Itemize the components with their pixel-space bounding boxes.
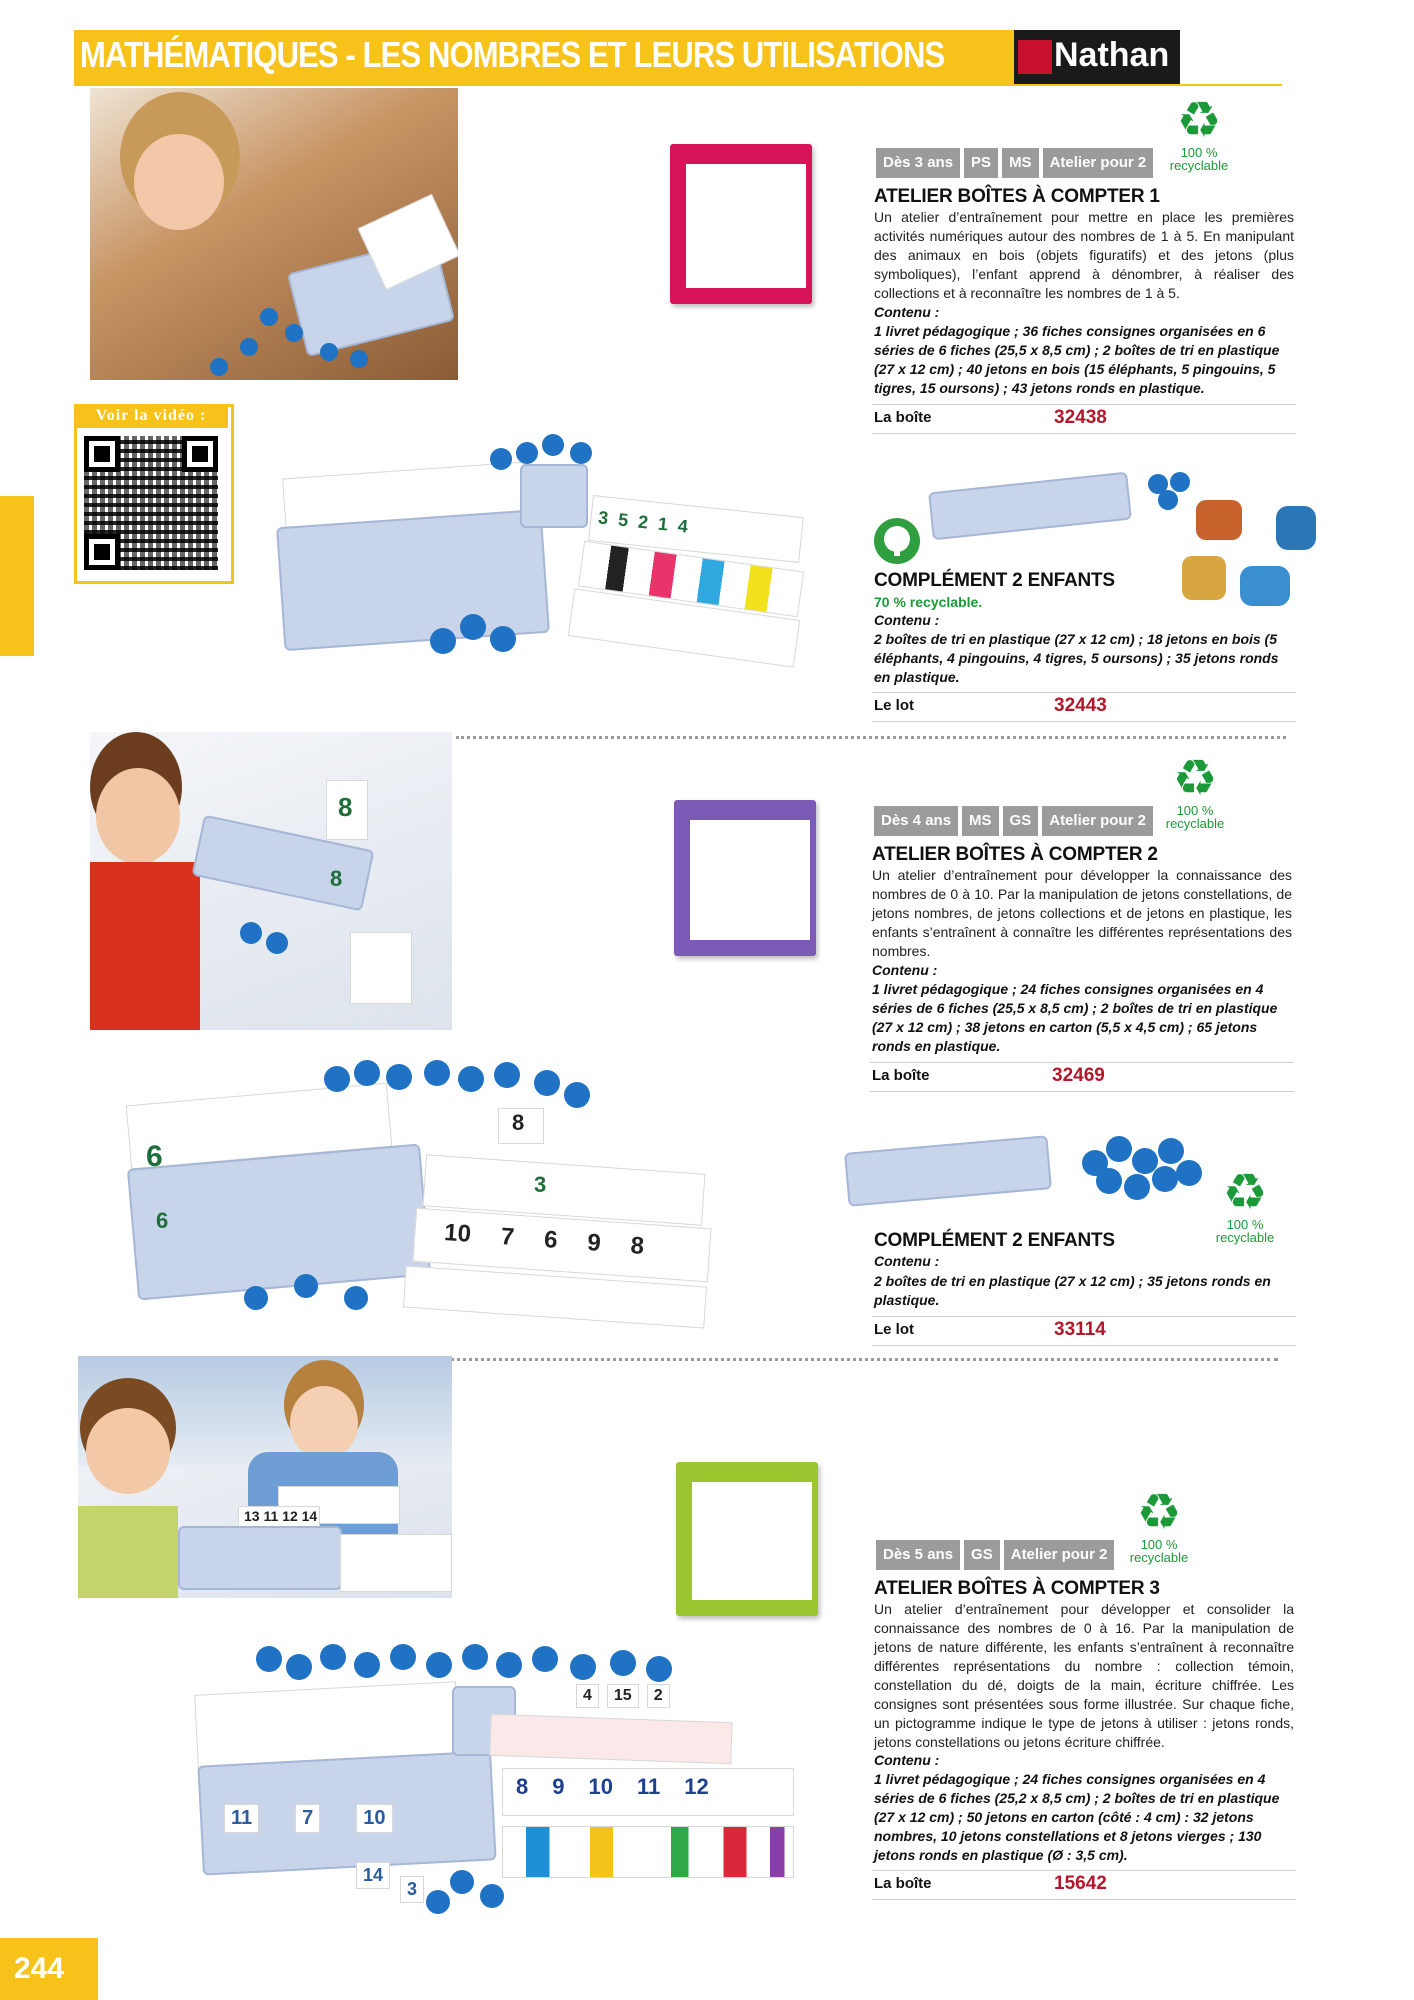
section-divider [456, 736, 1286, 739]
set2-row-number: 7 [499, 1223, 516, 1251]
section-divider [438, 1358, 1278, 1361]
token [1170, 472, 1190, 492]
contents-label: Contenu : [872, 962, 938, 978]
reference-number: 32438 [1054, 407, 1107, 428]
product-tags [874, 806, 1153, 836]
set3-scene [190, 1644, 802, 1916]
tag-age: Dès 4 ans [874, 806, 958, 836]
header-rule [74, 84, 1282, 86]
product-description: Un atelier d’entraînement pour développer la connaissance des nombres de 0 à 10. Par la manipulation de jetons constellations, de jetons nombres, de jetons collections et de jetons en plastique, les enfants s’entraînent à connaître les différentes représentations des nombres. [872, 867, 1292, 959]
recycle-icon: ♻ [1176, 92, 1222, 148]
set3-row-number: 12 [684, 1774, 709, 1799]
unit-label: Le lot [874, 697, 914, 714]
photo-two-children [78, 1356, 452, 1598]
brand-name: Nathan [1054, 36, 1170, 74]
tag-players: Atelier pour 2 [1043, 148, 1154, 178]
set3-loose-card: 14 [356, 1862, 390, 1889]
reference-number: 33114 [1054, 1319, 1106, 1340]
product-title: COMPLÉMENT 2 ENFANTS [874, 570, 1115, 591]
complement1-image [930, 472, 1130, 542]
reference-number: 32443 [1054, 695, 1107, 716]
recycle-icon: ♻ [1222, 1164, 1268, 1220]
photo-girl-counting [90, 88, 458, 380]
set1-top-num: 1 [656, 513, 670, 535]
unit-label: La boîte [874, 409, 932, 426]
set3-row-number: 9 [552, 1774, 565, 1799]
set3-top-card: 4 [576, 1684, 599, 1708]
tag-players: Atelier pour 2 [1042, 806, 1153, 836]
tag-age: Dès 5 ans [876, 1540, 960, 1570]
set2-card-number: 8 [512, 1110, 525, 1135]
token-pile [1072, 1130, 1212, 1216]
tag-level: GS [1003, 806, 1039, 836]
contents-label: Contenu : [874, 1253, 940, 1269]
set2-row-number: 10 [443, 1219, 472, 1248]
nathan-logo-mark-icon [1018, 40, 1052, 74]
set1-scene [280, 428, 810, 668]
tag-players: Atelier pour 2 [1004, 1540, 1115, 1570]
photo-card-number: 8 [330, 866, 343, 891]
product-contents: 1 livret pédagogique ; 24 fiches consignes organisées en 4 séries de 6 fiches (25,2 x 8,5 cm) ; 2 boîtes de tri en plastique (27 x 12 cm) ; 50 jetons en carton (côté : 4 cm) : 32 jetons nombres, 10 jetons constellations et 8 jetons vierges ; 130 jetons ronds en plastique (Ø : 3,5 cm). [874, 1771, 1280, 1863]
price-row [870, 1062, 1294, 1092]
set1-top-num: 3 [597, 507, 610, 529]
price-row [872, 692, 1296, 722]
unit-label: La boîte [874, 1875, 932, 1892]
eco-tree-icon [874, 518, 920, 564]
token [1158, 490, 1178, 510]
set2-scene [124, 1060, 714, 1316]
set3-row-number: 11 [636, 1774, 661, 1799]
complement2-image [846, 1128, 1060, 1220]
product-description: Un atelier d’entraînement pour développer et consolider la connaissance des nombres de 0 à 16. Par la manipulation de jetons de nature différente, les enfants s’entraînent à reconnaître différentes représentations du nombre : collection témoin, constellation du dé, doigts de la main, écriture chiffrée. Les consignes sont présentées sous forme illustrée. Sur chaque fiche, un pictogramme indique le type de jetons à utiliser : jetons ronds, jetons constellations ou jetons écriture chiffrée. [874, 1601, 1294, 1750]
recycle-icon: ♻ [1136, 1484, 1182, 1540]
set3-tray-card: 11 [224, 1804, 259, 1833]
product-contents: 2 boîtes de tri en plastique (27 x 12 cm) ; 18 jetons en bois (5 éléphants, 4 pingouins, 4 tigres, 5 oursons) ; 35 jetons ronds en plastique. [874, 631, 1279, 685]
set1-top-num: 4 [676, 515, 689, 537]
wooden-penguin [1276, 506, 1316, 550]
photo-card-numbers: 13 11 12 14 [244, 1508, 318, 1524]
price-row [872, 404, 1296, 434]
recyclable-badge: ♻ 100 % recyclable [1122, 1486, 1196, 1564]
contents-label: Contenu : [874, 612, 940, 628]
tag-age: Dès 3 ans [876, 148, 960, 178]
tag-level: PS [964, 148, 998, 178]
set1-top-num: 5 [617, 509, 630, 531]
product-title: COMPLÉMENT 2 ENFANTS [874, 1230, 1115, 1251]
product-tags [876, 148, 1153, 178]
photo-card-number: 8 [338, 792, 353, 822]
contents-label: Contenu : [874, 304, 940, 320]
set3-row-number: 10 [588, 1774, 613, 1799]
set2-row-number: 9 [586, 1229, 602, 1257]
contents-label: Contenu : [874, 1752, 940, 1768]
set3-row-number: 8 [516, 1774, 529, 1799]
photo-boy-cards [90, 732, 452, 1030]
unit-label: Le lot [874, 1321, 914, 1338]
set2-row-number: 6 [543, 1226, 559, 1254]
set2-card-number: 3 [534, 1172, 547, 1197]
set3-top-card: 2 [647, 1684, 670, 1708]
reference-number: 15642 [1054, 1873, 1107, 1894]
product-tags [876, 1540, 1114, 1570]
qr-code[interactable] [84, 436, 218, 570]
page-title: MATHÉMATIQUES - LES NOMBRES ET LEURS UTILISATIONS [80, 34, 945, 75]
product-box-set2 [674, 800, 816, 956]
product-title: ATELIER BOÎTES À COMPTER 1 [874, 186, 1160, 207]
product-box-set1 [670, 144, 812, 304]
wooden-bear [1196, 500, 1242, 540]
set2-card-number: 6 [156, 1208, 169, 1233]
qr-label: Voir la vidéo : [74, 404, 228, 428]
recycled-note: 70 % recyclable. [874, 594, 983, 610]
set2-row-number: 8 [629, 1232, 645, 1260]
recyclable-badge: ♻ 100 % recyclable [1208, 1166, 1282, 1244]
price-row [872, 1870, 1296, 1900]
set3-top-card: 15 [607, 1684, 639, 1708]
page-number: 244 [14, 1952, 65, 1985]
set3-tray-card: 10 [356, 1804, 392, 1833]
recycle-icon: ♻ [1172, 750, 1218, 806]
tag-level: MS [962, 806, 999, 836]
set2-card-number: 6 [146, 1140, 163, 1173]
recyclable-badge: ♻ 100 % recyclable [1162, 94, 1236, 172]
tag-level: GS [964, 1540, 1000, 1570]
product-contents: 2 boîtes de tri en plastique (27 x 12 cm) ; 35 jetons ronds en plastique. [874, 1273, 1271, 1308]
set3-tray-card: 7 [295, 1804, 320, 1833]
product-description: Un atelier d’entraînement pour mettre en place les premières activités numériques autour des nombres de 1 à 5. En manipulant des animaux en bois (objets figuratifs) et des jetons (plus symboliques), l’enfant apprend à dénombrer, à réaliser des collections et à reconnaître les nombres de 1 à 5. [874, 209, 1294, 301]
product-contents: 1 livret pédagogique ; 24 fiches consignes organisées en 4 séries de 6 fiches (25,5 x 8,5 cm) ; 2 boîtes de tri en plastique (27 x 12 cm) ; 38 jetons en carton (5,5 x 4,5 cm) ; 65 jetons ronds en plastique. [872, 981, 1278, 1054]
product-title: ATELIER BOÎTES À COMPTER 3 [874, 1578, 1160, 1599]
set3-loose-card: 3 [400, 1876, 424, 1903]
product-contents: 1 livret pédagogique ; 36 fiches consignes organisées en 6 séries de 6 fiches (25,5 x 8,5 cm) ; 2 boîtes de tri en plastique (27 x 12 cm) ; 40 jetons en bois (15 éléphants, 5 pingouins, 5 tigres, 15 oursons) ; 43 jetons ronds en plastique. [874, 323, 1280, 396]
product-box-set3 [676, 1462, 818, 1616]
tag-level: MS [1002, 148, 1039, 178]
price-row [872, 1316, 1296, 1346]
set1-top-num: 2 [637, 511, 650, 533]
product-title: ATELIER BOÎTES À COMPTER 2 [872, 844, 1158, 865]
recyclable-badge: ♻ 100 % recyclable [1158, 752, 1232, 830]
reference-number: 32469 [1052, 1065, 1105, 1086]
section-tab [0, 496, 34, 656]
unit-label: La boîte [872, 1067, 930, 1084]
